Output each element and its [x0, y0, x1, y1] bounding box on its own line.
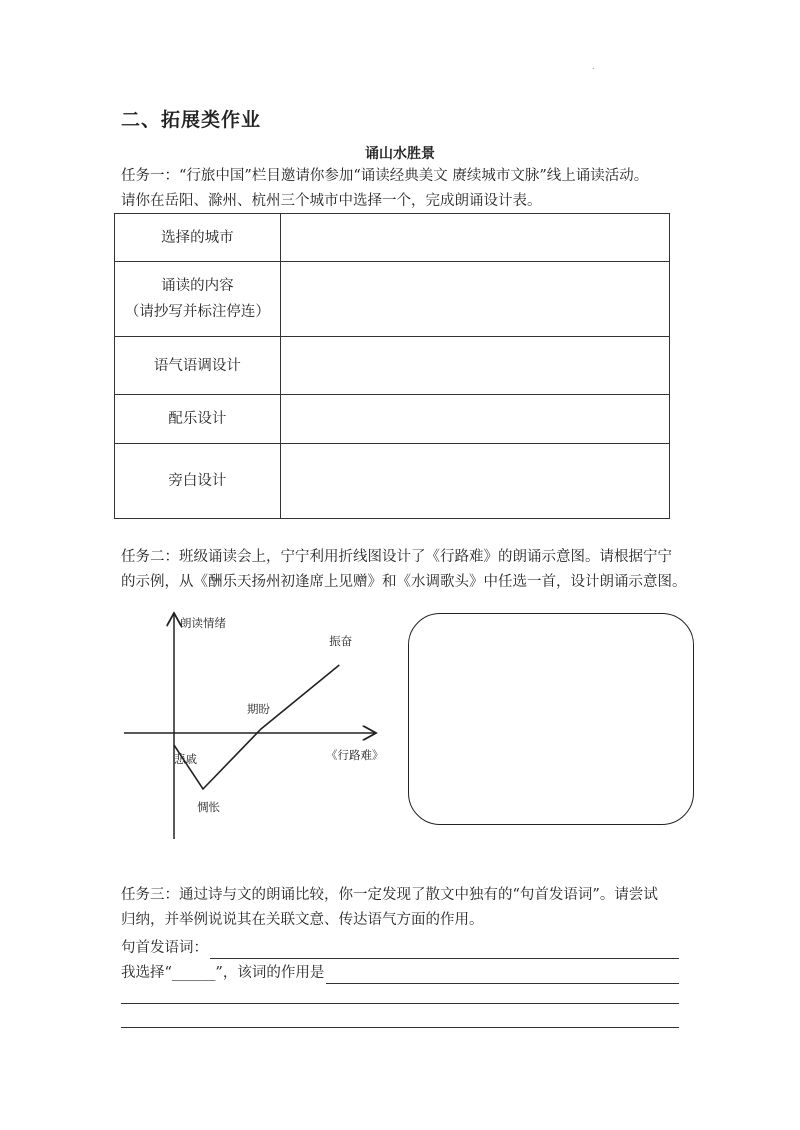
- row-label-content: 诵读的内容 （请抄写并标注停连）: [115, 262, 281, 337]
- answer-cell-tone[interactable]: [280, 337, 669, 395]
- student-diagram-box[interactable]: [408, 613, 694, 825]
- answer-cell-music[interactable]: [280, 395, 669, 444]
- point-label: 惆怅: [197, 800, 220, 814]
- task1-line2: 请你在岳阳、滁州、杭州三个城市中选择一个，完成朗诵设计表。: [121, 193, 542, 209]
- table-row: [115, 214, 670, 262]
- fill-line-initial-words: [121, 937, 679, 959]
- row-label-narration: 旁白设计: [115, 444, 281, 519]
- answer-cell-city[interactable]: [280, 214, 669, 262]
- fill-label-initial-words: 句首发语词：: [121, 940, 208, 956]
- answer-line-blank-2[interactable]: [121, 1027, 679, 1028]
- point-label: 期盼: [247, 702, 270, 716]
- point-label: 振奋: [329, 634, 353, 648]
- x-axis-label: 《行路难》: [326, 748, 384, 762]
- emotion-series-line: [174, 665, 339, 789]
- answer-line-initial-words[interactable]: [210, 942, 679, 959]
- sub-title: 诵山水胜景: [365, 146, 435, 162]
- answer-line-word-function[interactable]: [326, 967, 679, 984]
- table-row: [115, 395, 670, 444]
- page-mark: .: [592, 62, 595, 71]
- answer-cell-narration[interactable]: [280, 444, 669, 519]
- answer-cell-content[interactable]: [280, 262, 669, 337]
- task2-text: [121, 545, 691, 595]
- row-label-music: 配乐设计: [115, 395, 281, 444]
- row-label-tone: 语气语调设计: [115, 337, 281, 395]
- table-row: [115, 444, 670, 519]
- task2-line1: 任务二：班级诵读会上，宁宁利用折线图设计了《行路难》的朗诵示意图。请根据宁宁: [121, 549, 672, 565]
- section-title: 二、拓展类作业: [121, 109, 262, 131]
- point-label: 悲戚: [174, 752, 197, 766]
- table-row: [115, 337, 670, 395]
- answer-line-blank-1[interactable]: [121, 1003, 679, 1004]
- fill-label-word-function: 我选择“______”，该词的作用是: [121, 965, 325, 981]
- task2-line2: 的示例，从《酬乐天扬州初逢席上见赠》和《水调歌头》中任选一首，设计朗诵示意图。: [121, 574, 687, 590]
- row-label-city: 选择的城市: [115, 214, 281, 262]
- emotion-line-chart: [120, 603, 390, 843]
- y-axis-label: 朗读情绪: [180, 616, 226, 630]
- fill-line-word-function: [121, 962, 679, 984]
- task3-line2: 归纳，并举例说说其在关联文意、传达语气方面的作用。: [121, 912, 484, 928]
- task1-text: [121, 164, 691, 214]
- recitation-design-table: [114, 213, 670, 519]
- task1-line1: 任务一：“行旅中国”栏目邀请你参加“诵读经典美文 赓续城市文脉”线上诵读活动。: [121, 168, 649, 184]
- task3-text: [121, 883, 691, 933]
- task3-line1: 任务三：通过诗与文的朗诵比较，你一定发现了散文中独有的“句首发语词”。请尝试: [121, 887, 658, 903]
- table-row: [115, 262, 670, 337]
